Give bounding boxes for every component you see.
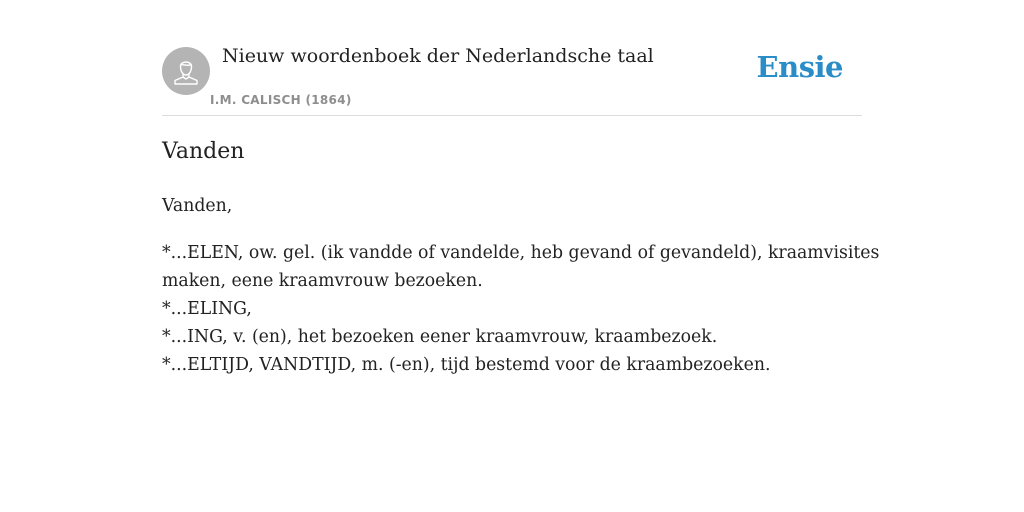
dictionary-header bbox=[162, 0, 862, 116]
entry-title: Vanden bbox=[162, 139, 245, 164]
ensie-logo[interactable]: Ensie bbox=[756, 50, 843, 84]
definition-line: *...ELTIJD, VANDTIJD, m. (-en), tijd bestemd voor de kraambezoeken. bbox=[162, 355, 771, 375]
entry-body bbox=[162, 192, 880, 379]
entry-lemma: Vanden, bbox=[162, 196, 233, 216]
dictionary-title[interactable]: Nieuw woordenboek der Nederlandsche taal bbox=[222, 45, 654, 67]
dictionary-author: I.M. CALISCH (1864) bbox=[210, 93, 352, 107]
user-icon bbox=[162, 47, 210, 95]
definition-line: maken, eene kraamvrouw bezoeken. bbox=[162, 271, 483, 291]
definition-line: *...ELEN, ow. gel. (ik vandde of vandelde, heb gevand of gevandeld), kraamvisites bbox=[162, 243, 880, 263]
entry-definition bbox=[162, 239, 880, 379]
content-container bbox=[162, 0, 880, 375]
definition-line: *...ING, v. (en), het bezoeken eener kraamvrouw, kraambezoek. bbox=[162, 327, 718, 347]
definition-line: *...ELING, bbox=[162, 299, 252, 319]
